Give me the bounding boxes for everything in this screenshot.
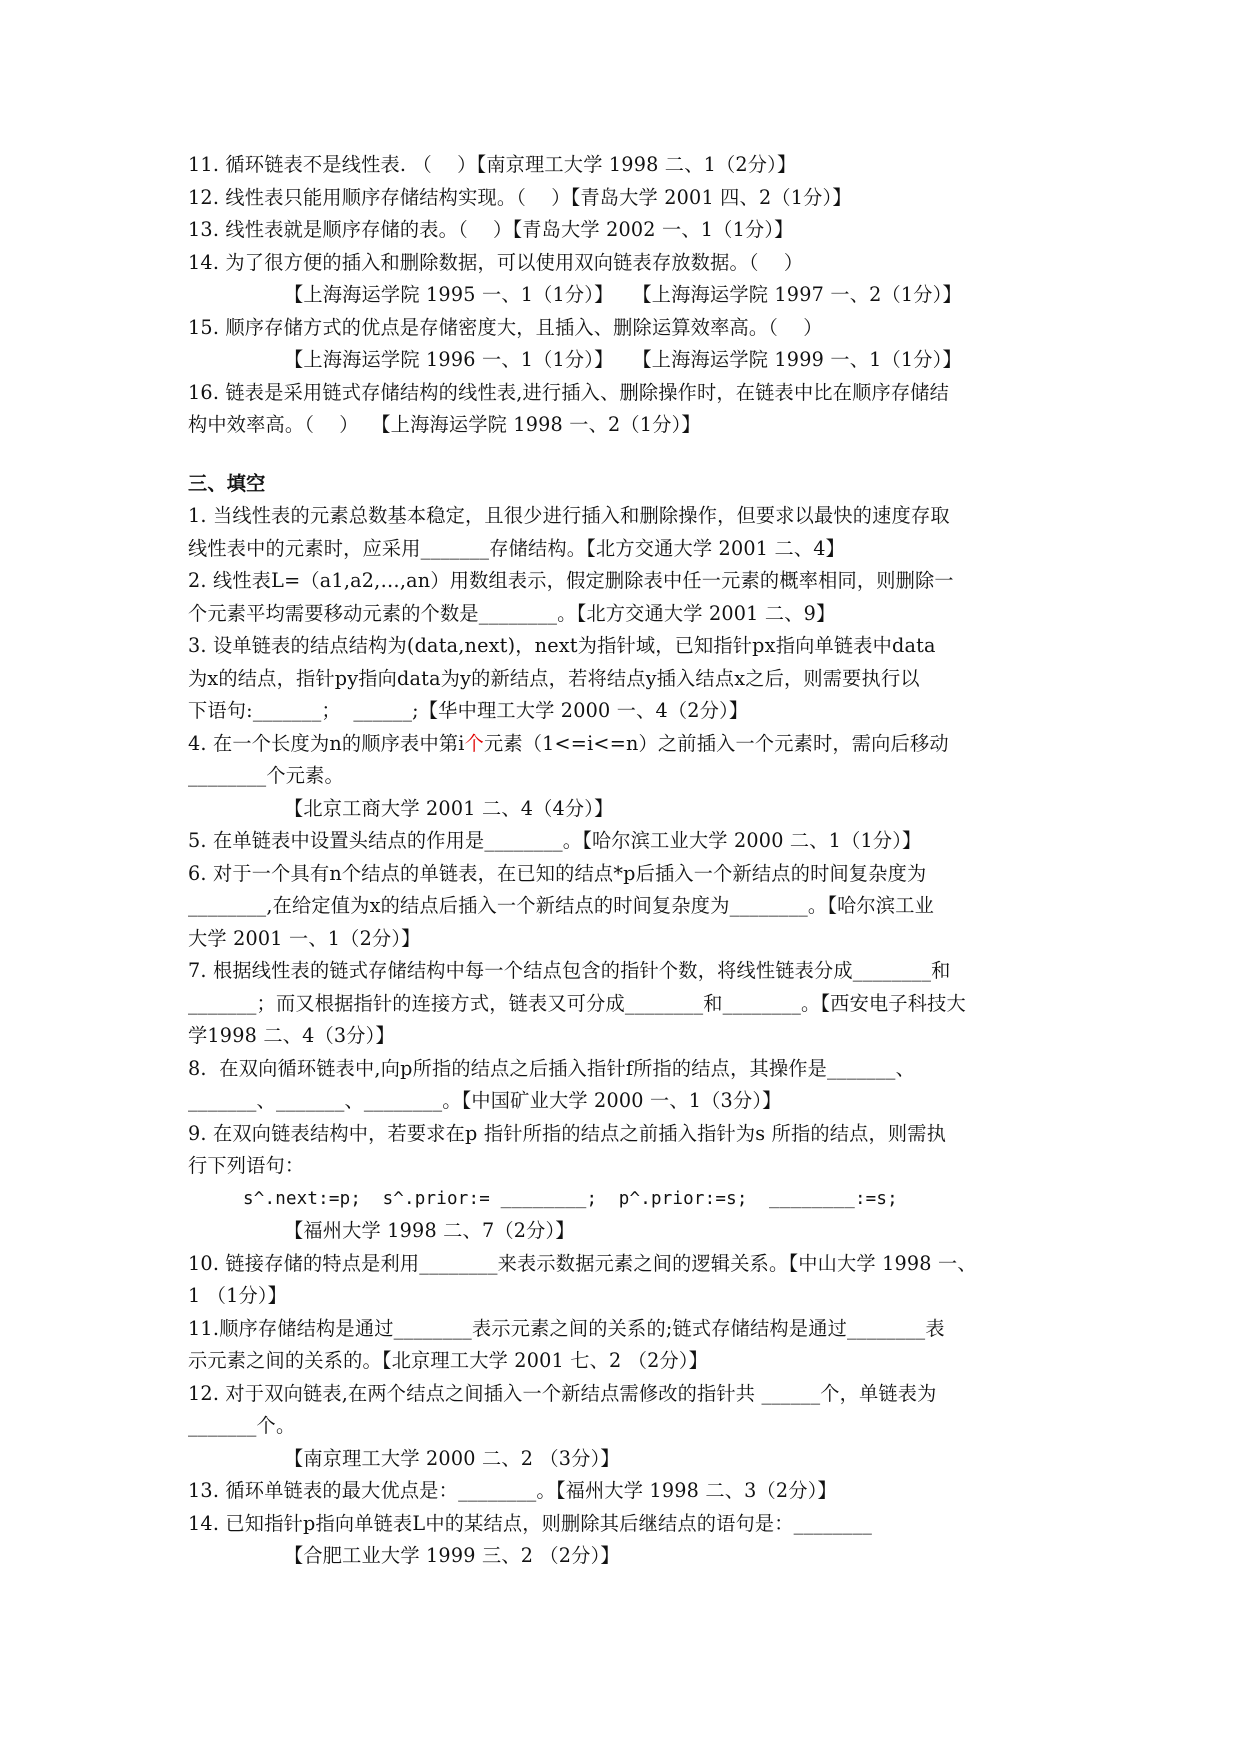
judge-item-11: 11. 循环链表不是线性表. （ ）【南京理工大学 1998 二、1（2分）】 <box>188 153 797 176</box>
fill-item-10-cont: 1 （1分）】 <box>188 1284 288 1307</box>
fill-item-4-before: 4. 在一个长度为n的顺序表中第i <box>188 731 465 755</box>
fill-item-4-source: 【北京工商大学 2001 二、4（4分）】 <box>284 796 614 820</box>
fill-item-12: 12. 对于双向链表,在两个结点之间插入一个新结点需修改的指针共 ______个，单链表为 <box>188 1381 937 1405</box>
fill-item-6: 6. 对于一个具有n个结点的单链表，在已知的结点*p后插入一个新结点的时间复杂度为 <box>188 861 927 885</box>
judge-item-14-source: 【上海海运学院 1995 一、1（1分）】 【上海海运学院 1997 一、2（1分）】 <box>284 283 962 306</box>
fill-item-11-cont: 示元素之间的关系的。【北京理工大学 2001 七、2 （2分）】 <box>188 1349 709 1372</box>
fill-item-5: 5. 在单链表中设置头结点的作用是________。【哈尔滨工业大学 2000 二、1（1分）】 <box>188 829 922 852</box>
section-gap <box>188 442 1068 468</box>
fill-item-8-cont: _______、_______、________。【中国矿业大学 2000 一、1（3分）】 <box>188 1089 782 1112</box>
fill-item-14: 14. 已知指针p指向单链表L中的某结点，则删除其后继结点的语句是：________ <box>188 1511 873 1535</box>
fill-item-1-cont: 线性表中的元素时，应采用_______存储结构。【北方交通大学 2001 二、4】 <box>188 536 846 560</box>
fill-item-1: 1. 当线性表的元素总数基本稳定，且很少进行插入和删除操作，但要求以最快的速度存取 <box>188 504 950 527</box>
fill-item-6-cont: ________,在给定值为x的结点后插入一个新结点的时间复杂度为________。【哈尔滨工业 <box>188 894 935 917</box>
fill-item-2-cont: 个元素平均需要移动元素的个数是________。【北方交通大学 2001 二、9】 <box>188 601 836 625</box>
judge-item-12: 12. 线性表只能用顺序存储结构实现。（ ）【青岛大学 2001 四、2（1分）】 <box>188 185 852 209</box>
fill-item-4-after: 元素（1<=i<=n）之前插入一个元素时，需向后移动 <box>483 731 949 755</box>
judge-item-14: 14. 为了很方便的插入和删除数据，可以使用双向链表存放数据。（ ） <box>188 250 804 274</box>
fill-item-12-cont: _______个。 <box>188 1414 296 1437</box>
fill-item-9-cont: 行下列语句： <box>188 1154 305 1177</box>
fill-item-3: 3. 设单链表的结点结构为(data,next)，next为指针域，已知指针px指向单链表中data <box>188 634 936 657</box>
fill-item-14-source: 【合肥工业大学 1999 三、2 （2分）】 <box>284 1544 620 1567</box>
judge-item-16: 16. 链表是采用链式存储结构的线性表,进行插入、删除操作时，在链表中比在顺序存储结 <box>188 380 950 404</box>
fill-item-7: 7. 根据线性表的链式存储结构中每一个结点包含的指针个数，将线性链表分成________和 <box>188 959 951 982</box>
fill-item-7-cont: _______；而又根据指针的连接方式，链表又可分成________和________。【西安电子科技大 <box>188 991 966 1015</box>
fill-item-3-cont2: 下语句:_______； ______;【华中理工大学 2000 一、4（2分）】 <box>188 699 749 722</box>
fill-item-12-source: 【南京理工大学 2000 二、2 （3分）】 <box>284 1446 620 1470</box>
judge-item-15: 15. 顺序存储方式的优点是存储密度大，且插入、删除运算效率高。（ ） <box>188 315 823 339</box>
fill-item-6-cont2: 大学 2001 一、1（2分）】 <box>188 926 421 950</box>
fill-item-9: 9. 在双向链表结构中，若要求在p 指针所指的结点之前插入指针为s 所指的结点，则需执 <box>188 1121 947 1145</box>
fill-item-2: 2. 线性表L=（a1,a2,…,an）用数组表示，假定删除表中任一元素的概率相同，则删除一 <box>188 569 954 592</box>
fill-item-11: 11.顺序存储结构是通过________表示元素之间的关系的;链式存储结构是通过________表 <box>188 1316 945 1340</box>
fill-item-9-source: 【福州大学 1998 二、7（2分）】 <box>284 1219 575 1242</box>
fill-item-4 <box>188 728 1068 761</box>
judge-item-16-cont: 构中效率高。（ ） 【上海海运学院 1998 一、2（1分）】 <box>188 413 701 436</box>
fill-item-10: 10. 链接存储的特点是利用________来表示数据元素之间的逻辑关系。【中山大学 1998 一、 <box>188 1251 977 1275</box>
fill-item-9-code: s^.next:=p; s^.prior:= ________; p^.prior:=s; ________:=s; <box>243 1188 898 1209</box>
fill-item-4-cont: ________个元素。 <box>188 764 344 787</box>
judge-item-13: 13. 线性表就是顺序存储的表。（ ）【青岛大学 2002 一、1（1分）】 <box>188 218 794 241</box>
fill-item-7-cont2: 学1998 二、4（3分）】 <box>188 1024 395 1047</box>
fill-item-4-red-char: 个 <box>464 731 484 755</box>
judge-item-15-source: 【上海海运学院 1996 一、1（1分）】 【上海海运学院 1999 一、1（1分）】 <box>284 348 962 371</box>
section-title: 三、填空 <box>188 471 266 495</box>
document-content <box>188 149 1068 1573</box>
fill-item-13: 13. 循环单链表的最大优点是：________。【福州大学 1998 二、3（2分）】 <box>188 1479 837 1502</box>
fill-item-8: 8. 在双向循环链表中,向p所指的结点之后插入指针f所指的结点，其操作是_______、 <box>188 1056 915 1080</box>
fill-item-3-cont: 为x的结点，指针py指向data为y的新结点，若将结点y插入结点x之后，则需要执行以 <box>188 666 920 690</box>
